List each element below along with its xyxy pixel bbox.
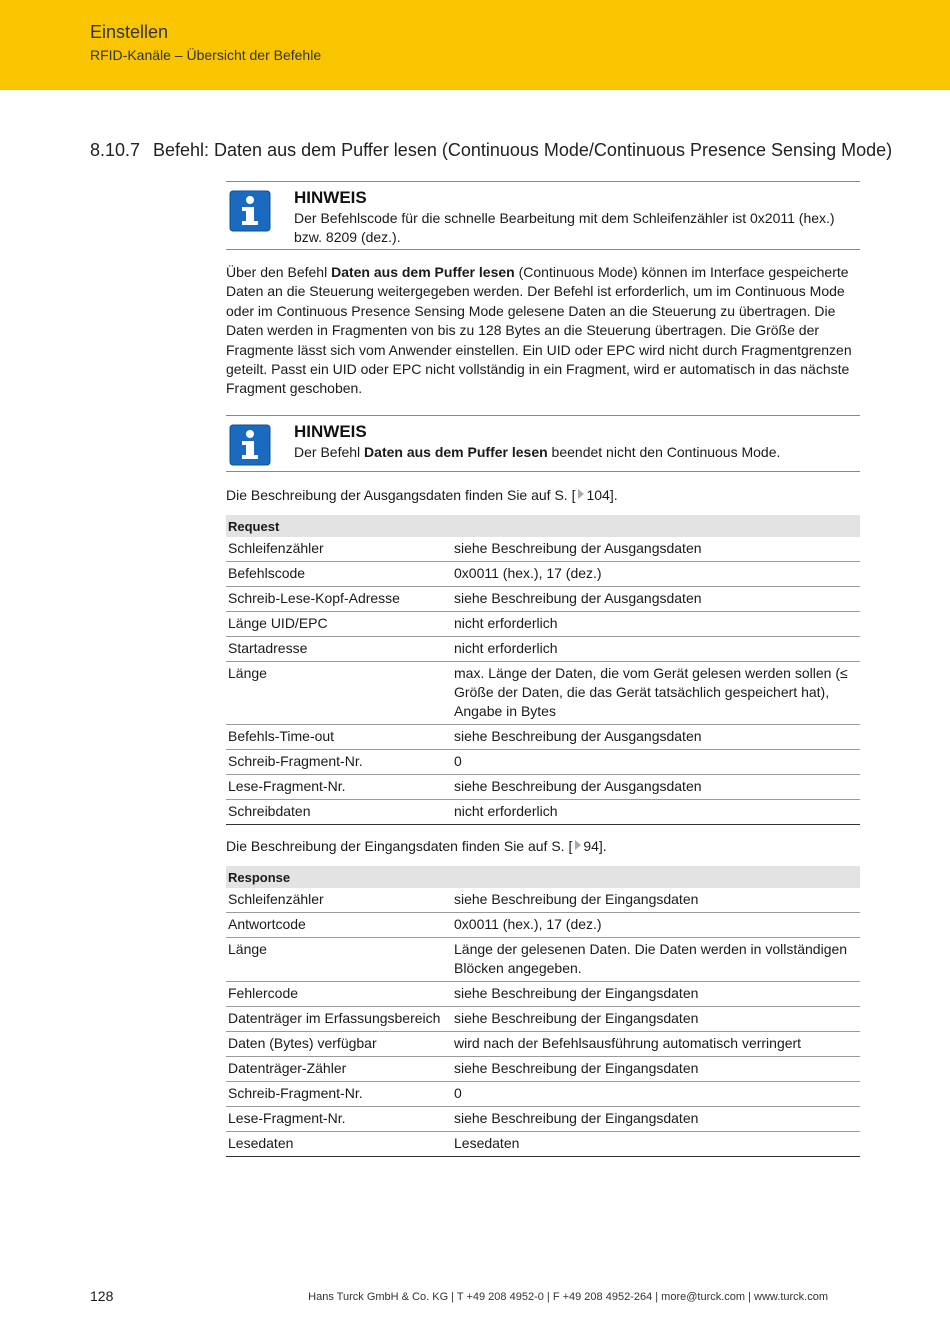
field-value-cell: siehe Beschreibung der Eingangsdaten (452, 888, 860, 913)
field-name-cell: Datenträger im Erfassungsbereich (226, 1007, 452, 1032)
notice-text-pre: Der Befehl (294, 444, 365, 460)
reference-text: Die Beschreibung der Ausgangsdaten finden Sie auf S. (226, 487, 572, 503)
notice-command-name: Daten aus dem Puffer lesen (364, 444, 548, 460)
header-title: Einstellen (90, 22, 169, 42)
field-name-cell: Fehlercode (226, 982, 452, 1007)
section-title (90, 140, 892, 161)
field-value-cell: wird nach der Befehlsausführung automatisch verringert (452, 1032, 860, 1057)
field-value-cell: siehe Beschreibung der Eingangsdaten (452, 1107, 860, 1132)
header-subtitle: RFID-Kanäle – Übersicht der Befehle (90, 47, 322, 63)
response-table (226, 866, 860, 1157)
request-table (226, 515, 860, 825)
paragraph-command-name: Daten aus dem Puffer lesen (331, 264, 515, 280)
field-name-cell: Länge UID/EPC (226, 612, 452, 637)
field-name-cell: Daten (Bytes) verfügbar (226, 1032, 452, 1057)
field-value-cell: 0x0011 (hex.), 17 (dez.) (452, 913, 860, 938)
field-name-cell: Startadresse (226, 637, 452, 662)
notice-text (294, 443, 854, 462)
input-data-reference (226, 838, 607, 854)
table-row (226, 1057, 860, 1082)
page-number: 128 (90, 1288, 114, 1304)
reference-bracket: ]. (609, 487, 618, 503)
field-value-cell: siehe Beschreibung der Ausgangsdaten (452, 725, 860, 750)
arrow-right-icon (578, 489, 584, 499)
paragraph-text-continued: (Continuous Mode) können im Interface gespeicherte Daten an die Steuerung weitergegeben werden. Der Befehl ist erforderlich, um im Continuous Mode oder im Continuous Presence Sensing Mode gelesene Daten an die Steuerung zu übertragen. Die Daten werden in Fragmenten von bis zu 128 Bytes an die Steuerung übertragen. Die Größe der Fragmente lässt sich vom Anwender einstellen. Ein UID oder EPC wird nicht durch Fragmentgrenzen geteilt. Passt ein UID oder EPC nicht vollständig in ein Fragment, wird er automatisch in das nächste Fragment geschoben. (226, 264, 852, 397)
arrow-right-icon (575, 840, 581, 850)
field-name-cell: Schreib-Lese-Kopf-Adresse (226, 587, 452, 612)
field-value-cell: nicht erforderlich (452, 800, 860, 825)
table-row (226, 562, 860, 587)
table-row (226, 725, 860, 750)
field-name-cell: Lese-Fragment-Nr. (226, 1107, 452, 1132)
paragraph-text: Über den Befehl (226, 264, 332, 280)
table-row (226, 913, 860, 938)
field-name-cell: Befehls-Time-out (226, 725, 452, 750)
field-value-cell: 0 (452, 750, 860, 775)
field-value-cell: siehe Beschreibung der Eingangsdaten (452, 982, 860, 1007)
field-value-cell: siehe Beschreibung der Ausgangsdaten (452, 775, 860, 800)
section-title-text: Befehl: Daten aus dem Puffer lesen (Continuous Mode/Continuous Presence Sensing Mode) (153, 140, 893, 160)
table-row (226, 1032, 860, 1057)
info-icon (229, 424, 271, 466)
table-row (226, 587, 860, 612)
field-value-cell: siehe Beschreibung der Ausgangsdaten (452, 587, 860, 612)
field-name-cell: Schleifenzähler (226, 888, 452, 913)
field-value-cell: Länge der gelesenen Daten. Die Daten werden in vollständigen Blöcken angegeben. (452, 938, 860, 982)
page-header (0, 0, 950, 90)
table-header: Response (226, 866, 860, 888)
notice-heading: HINWEIS (294, 188, 367, 207)
table-row (226, 537, 860, 562)
field-name-cell: Länge (226, 938, 452, 982)
reference-bracket: [ (571, 487, 576, 503)
field-value-cell: nicht erforderlich (452, 612, 860, 637)
notice-box-1 (226, 181, 860, 250)
table-row (226, 800, 860, 825)
field-name-cell: Schreib-Fragment-Nr. (226, 1082, 452, 1107)
field-value-cell: 0 (452, 1082, 860, 1107)
field-value-cell: nicht erforderlich (452, 637, 860, 662)
notice-box-2 (226, 415, 860, 472)
table-row (226, 637, 860, 662)
field-value-cell: siehe Beschreibung der Eingangsdaten (452, 1057, 860, 1082)
table-row (226, 612, 860, 637)
table-row (226, 888, 860, 913)
table-row (226, 775, 860, 800)
table-row (226, 1007, 860, 1032)
field-value-cell: siehe Beschreibung der Eingangsdaten (452, 1007, 860, 1032)
output-data-reference (226, 487, 618, 503)
notice-text-post: beendet nicht den Continuous Mode. (547, 444, 781, 460)
table-row (226, 1107, 860, 1132)
field-value-cell: siehe Beschreibung der Ausgangsdaten (452, 537, 860, 562)
info-icon (229, 190, 271, 232)
field-name-cell: Schreibdaten (226, 800, 452, 825)
field-name-cell: Antwortcode (226, 913, 452, 938)
table-header: Request (226, 515, 860, 537)
field-name-cell: Schleifenzähler (226, 537, 452, 562)
table-row (226, 1132, 860, 1157)
field-name-cell: Befehlscode (226, 562, 452, 587)
field-name-cell: Schreib-Fragment-Nr. (226, 750, 452, 775)
field-name-cell: Datenträger-Zähler (226, 1057, 452, 1082)
reference-bracket: ]. (598, 838, 607, 854)
table-row (226, 938, 860, 982)
table-row (226, 662, 860, 725)
notice-heading: HINWEIS (294, 422, 367, 441)
field-value-cell: max. Länge der Daten, die vom Gerät gelesen werden sollen (≤ Größe der Daten, die das Gerät tatsächlich gespeichert hat), Angabe in Bytes (452, 662, 860, 725)
field-name-cell: Lese-Fragment-Nr. (226, 775, 452, 800)
field-name-cell: Lesedaten (226, 1132, 452, 1157)
body-paragraph (226, 263, 860, 399)
footer-contact: Hans Turck GmbH & Co. KG | T +49 208 4952-0 | F +49 208 4952-264 | more@turck.com | www.turck.com (308, 1291, 828, 1303)
section-number: 8.10.7 (90, 140, 141, 160)
page-link[interactable]: 104 (586, 487, 610, 503)
field-value-cell: 0x0011 (hex.), 17 (dez.) (452, 562, 860, 587)
page-link[interactable]: 94 (583, 838, 599, 854)
table-row (226, 750, 860, 775)
table-row (226, 982, 860, 1007)
field-value-cell: Lesedaten (452, 1132, 860, 1157)
field-name-cell: Länge (226, 662, 452, 725)
table-row (226, 1082, 860, 1107)
reference-bracket: [ (568, 838, 573, 854)
reference-text: Die Beschreibung der Eingangsdaten finden Sie auf S. (226, 838, 569, 854)
notice-text: Der Befehlscode für die schnelle Bearbeitung mit dem Schleifenzähler ist 0x2011 (hex.) bzw. 8209 (dez.). (294, 210, 835, 245)
